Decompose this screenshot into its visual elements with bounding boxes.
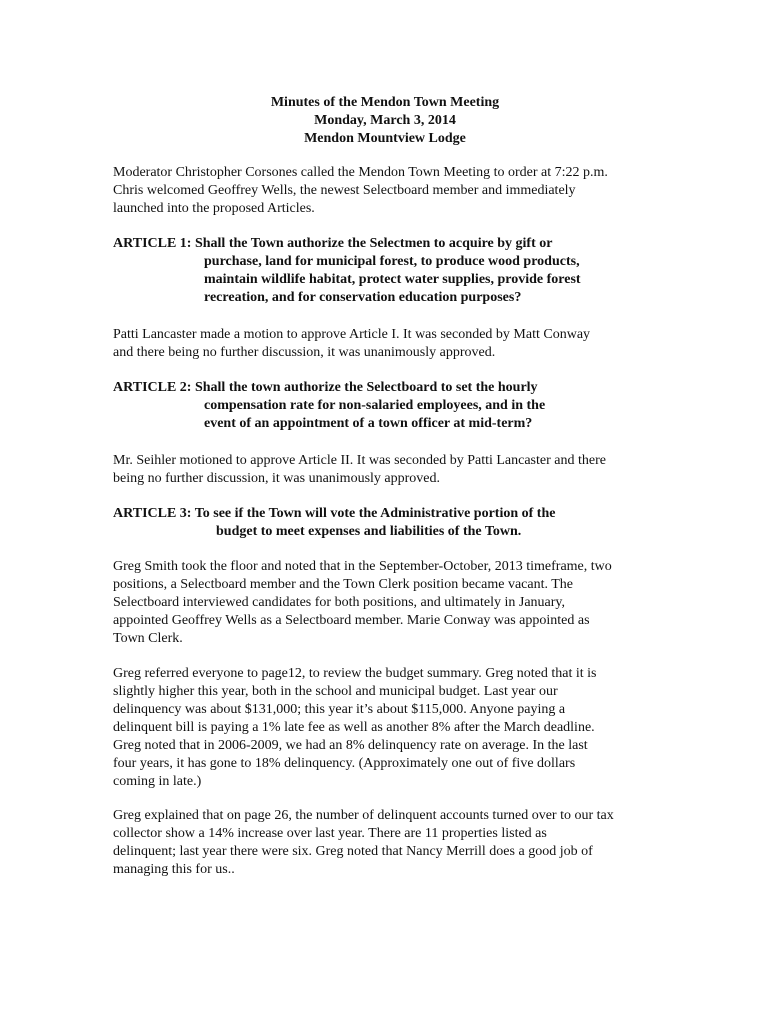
discussion-line: slightly higher this year, both in the school and municipal budget. Last year our xyxy=(113,684,558,699)
discussion-line: managing this for us.. xyxy=(113,862,235,877)
discussion-line: Mr. Seihler motioned to approve Article II. It was seconded by Patti Lancaster and there xyxy=(113,453,606,468)
article-2-heading xyxy=(113,379,673,433)
article-3-line: budget to meet expenses and liabilities of the Town. xyxy=(216,524,522,539)
discussion-line: and there being no further discussion, it was unanimously approved. xyxy=(113,345,496,360)
discussion-line: positions, a Selectboard member and the Town Clerk position became vacant. The xyxy=(113,577,573,592)
discussion-line: Greg referred everyone to page12, to review the budget summary. Greg noted that it is xyxy=(113,666,597,681)
discussion-line: four years, it has gone to 18% delinquency. (Approximately one out of five dollars xyxy=(113,756,576,771)
article-2-line: ARTICLE 2: Shall the town authorize the Selectboard to set the hourly xyxy=(113,380,538,395)
article-3-discussion-3 xyxy=(113,807,673,879)
meeting-date: Monday, March 3, 2014 xyxy=(314,113,456,128)
discussion-line: coming in late.) xyxy=(113,774,202,789)
discussion-line: Greg Smith took the floor and noted that in the September-October, 2013 timeframe, two xyxy=(113,559,612,574)
article-3-discussion-1 xyxy=(113,558,673,648)
discussion-line: Patti Lancaster made a motion to approve Article I. It was seconded by Matt Conway xyxy=(113,327,591,342)
discussion-line: Town Clerk. xyxy=(113,631,183,646)
discussion-line: Greg explained that on page 26, the number of delinquent accounts turned over to our tax xyxy=(113,808,614,823)
intro-line: Moderator Christopher Corsones called the Mendon Town Meeting to order at 7:22 p.m. xyxy=(113,165,608,180)
intro-line: Chris welcomed Geoffrey Wells, the newest Selectboard member and immediately xyxy=(113,183,576,198)
discussion-line: Greg noted that in 2006-2009, we had an 8% delinquency rate on average. In the last xyxy=(113,738,588,753)
discussion-line: Selectboard interviewed candidates for both positions, and ultimately in January, xyxy=(113,595,566,610)
discussion-line: appointed Geoffrey Wells as a Selectboard member. Marie Conway was appointed as xyxy=(113,613,590,628)
article-1-heading xyxy=(113,235,673,307)
article-3-heading xyxy=(113,505,673,541)
document-header xyxy=(0,94,770,148)
article-1-line: recreation, and for conservation education purposes? xyxy=(204,290,522,305)
article-3-line: ARTICLE 3: To see if the Town will vote the Administrative portion of the xyxy=(113,506,556,521)
document-title: Minutes of the Mendon Town Meeting xyxy=(270,95,500,110)
article-1-line: purchase, land for municipal forest, to produce wood products, xyxy=(204,254,580,269)
discussion-line: delinquent bill is paying a 1% late fee as well as another 8% after the March deadline. xyxy=(113,720,595,735)
discussion-line: delinquent; last year there were six. Greg noted that Nancy Merrill does a good job of xyxy=(113,844,593,859)
article-2-line: event of an appointment of a town officer at mid-term? xyxy=(204,416,533,431)
meeting-location: Mendon Mountview Lodge xyxy=(304,131,466,146)
article-2-discussion xyxy=(113,452,673,488)
intro-paragraph xyxy=(113,164,673,218)
discussion-line: being no further discussion, it was unanimously approved. xyxy=(113,471,441,486)
article-1-line: ARTICLE 1: Shall the Town authorize the Selectmen to acquire by gift or xyxy=(113,236,553,251)
discussion-line: collector show a 14% increase over last year. There are 11 properties listed as xyxy=(113,826,547,841)
article-1-line: maintain wildlife habitat, protect water supplies, provide forest xyxy=(204,272,581,287)
intro-line: launched into the proposed Articles. xyxy=(113,201,315,216)
article-1-discussion xyxy=(113,326,673,362)
article-2-line: compensation rate for non-salaried employees, and in the xyxy=(204,398,546,413)
discussion-line: delinquency was about $131,000; this year it’s about $115,000. Anyone paying a xyxy=(113,702,566,717)
article-3-discussion-2 xyxy=(113,665,673,791)
